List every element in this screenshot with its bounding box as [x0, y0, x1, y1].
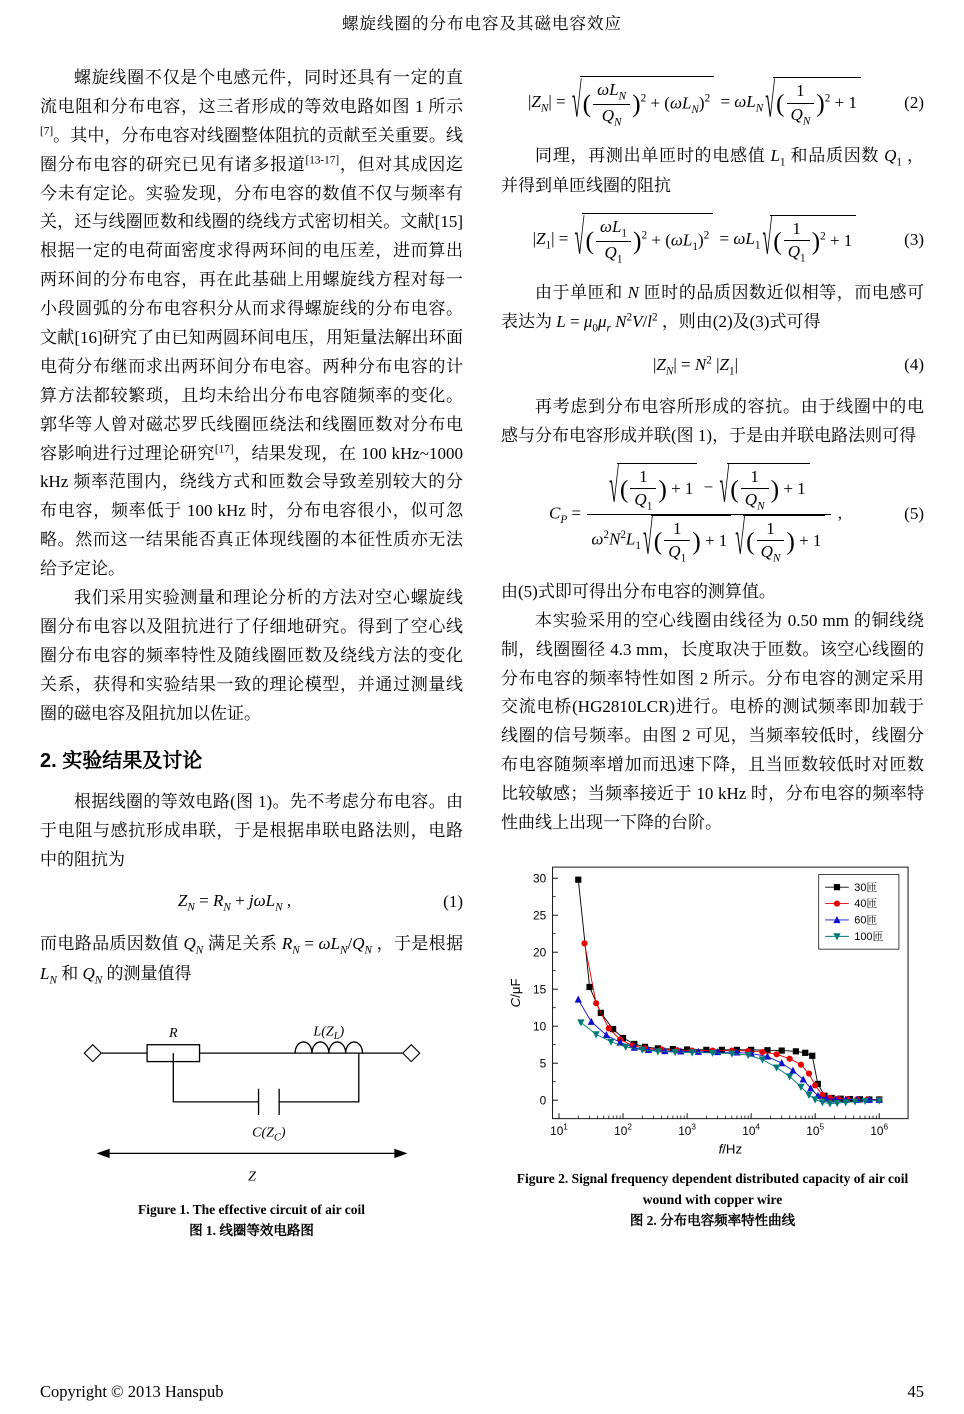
x-tick-label: $10^4$ — [741, 1122, 760, 1139]
equation-3-number: (3) — [904, 229, 924, 249]
figure1-circuit-svg — [74, 1011, 430, 1191]
figure-2-chart — [501, 858, 924, 1159]
arrowhead-left — [96, 1148, 109, 1157]
equation-4-body: $|Z_N| = N^2$ $|Z_1|$ — [653, 353, 738, 377]
equation-3 — [501, 210, 924, 267]
figure-1-caption-en: Figure 1. The effective circuit of air coil — [138, 1202, 365, 1218]
inductor-label: $L(Z_L)$ — [312, 1022, 344, 1042]
terminal-left — [84, 1044, 101, 1061]
legend-label: 100匝 — [853, 930, 883, 943]
y-axis-label: C/μF — [507, 978, 523, 1008]
y-tick-label: 10 — [532, 1019, 546, 1034]
arrowhead-right — [394, 1148, 407, 1157]
y-tick-label: 5 — [539, 1056, 546, 1071]
equation-2-body: $|Z_N|$ = √ ( $\omega L_N$ $Q_N$ )$^2 + (\omega L_N)^2$ = $\omega L_N$ √ ( $\frac{1}{Q_N}$ )$^2$ + 1 — [501, 76, 890, 130]
figure-1-caption-zh: 图 1. 线圈等效电路图 — [189, 1223, 314, 1239]
capacitor-label: $C(Z_C)$ — [251, 1124, 286, 1143]
x-tick-label: $10^2$ — [613, 1122, 632, 1139]
x-tick-label: $10^5$ — [805, 1122, 824, 1139]
equation-5 — [501, 458, 924, 566]
equation-5-body: $C_P$ = √ ( $\frac{1}{Q_1}$ ) + 1 − √ ( $\frac{1}{Q_N}$ ) + 1 $\omega^2N^2L_1$ √ ( $\frac{1}{Q_1}$ ) + 1 √ ( $\frac{1}{Q_N}$ ) + 1 , — [549, 458, 842, 565]
y-tick-label: 25 — [532, 908, 546, 923]
y-tick-label: 30 — [532, 871, 546, 886]
x-tick-label: $10^1$ — [549, 1122, 568, 1139]
paragraph-series-circuit: 根据线圈的等效电路(图 1)。先不考虑分布电容。由于电阻与感抗形成串联，于是根据串联电路法则，电路中的阻抗为 — [40, 792, 463, 870]
left-column — [40, 64, 463, 1242]
chart-series-2 — [574, 995, 882, 1102]
inductor-symbol — [295, 1041, 362, 1052]
equation-2 — [501, 73, 924, 130]
legend-label: 60匝 — [853, 914, 877, 927]
capacitor-branch-right — [279, 1053, 359, 1102]
x-tick-label: $10^6$ — [869, 1122, 888, 1139]
figure-1-caption — [40, 1200, 463, 1242]
footer-page-number: 45 — [907, 1382, 924, 1401]
figure2-chart-svg — [507, 858, 919, 1159]
paragraph-approach: 我们采用实验测量和理论分析的方法对空心螺旋线圈分布电容以及阻抗进行了仔细地研究。得到了空心线圈分布电容的频率特性及随线圈匝数及绕线方法的变化关系，获得和实验结果一致的理论模型，并通过测量线圈的磁电容及阻抗加以佐证。 — [40, 588, 463, 723]
impedance-label: Z — [247, 1168, 256, 1185]
right-column — [501, 64, 924, 1242]
y-tick-label: 0 — [539, 1093, 546, 1108]
terminal-right — [402, 1044, 419, 1061]
equation-1 — [40, 887, 463, 917]
y-tick-label: 20 — [532, 945, 546, 960]
legend-label: 40匝 — [853, 898, 877, 911]
equation-4-number: (4) — [904, 355, 924, 375]
figure-2-caption-en: Figure 2. Signal frequency dependent distributed capacity of air coil wound with copper wire — [516, 1170, 909, 1207]
x-axis-label: f/Hz — [718, 1141, 742, 1157]
figure-1 — [40, 1011, 463, 1243]
chart-series-1 — [581, 940, 882, 1102]
figure-2-caption — [501, 1169, 924, 1232]
equation-1-number: (1) — [443, 891, 463, 911]
paragraph-single-turn: 同理，再测出单匝时的电感值 $L_1$ 和品质因数 $Q_1$ ，并得到单匝线圈的阻抗 — [501, 145, 925, 196]
x-tick-label: $10^3$ — [677, 1122, 696, 1139]
equation-5-number: (5) — [904, 503, 924, 523]
paragraph-intro: 螺旋线圈不仅是个电感元件，同时还具有一定的直流电阻和分布电容，这三者形成的等效电路如图 1 所示[7]。其中，分布电容对线圈整体阻抗的贡献至关重要。线圈分布电容的研究已见有诸多报道[13-17]，但对其成因迄今未有定论。实验发现，分布电容的数值不仅与频率有关，还与线圈匝数和线圈的绕线方式密切相关。文献[15]根据一定的电荷面密度求得两环间的电压差，进而算出两环间的分布电容，再在此基础上用螺旋线方程对每一小段圆弧的分布电容积分从而求得螺旋线的分布电容。文献[16]研究了由已知两圆环间电压，用矩量法解出环面电荷分布继而求出两环间分布电容。两种分布电容的计算方法都较繁琐，且均未给出分布电容随频率的变化。郭华等人曾对磁芯罗氏线圈匝绕法和线圈匝数对分布电容影响进行过理论研究[17]，结果发现，在 100 kHz~1000 kHz 频率范围内，绕线方式和匝数会导致差别较大的分布电容，频率低于 100 kHz 时，分布电容很小，似可忽略。然而这一结果能否真正体现线圈的本征性质亦无法给予定论。 — [40, 68, 464, 579]
figure-2-caption-zh: 图 2. 分布电容频率特性曲线 — [629, 1212, 796, 1228]
paragraph-inductance-relation: 由于单匝和 N 匝时的品质因数近似相等，而电感可表达为 $L = \mu_0\mu_r$ $N^2V/l^2$ ，则由(2)及(3)式可得 — [501, 283, 925, 335]
figure-2 — [501, 858, 924, 1232]
equation-2-number: (2) — [904, 92, 924, 112]
columns — [40, 64, 924, 1242]
paragraph-parallel-circuit: 再考虑到分布电容所形成的容抗。由于线圈中的电感与分布电容形成并联(图 1)，于是由并联电路法则可得 — [501, 397, 924, 445]
resistor-label: R — [168, 1024, 178, 1041]
equation-3-body: $|Z_1|$ = √ ( $\frac{\omega L_1}{Q_1}$ )$^2 + (\omega L_1)^2$ = $\omega L_1$ √ ( $\frac{1}{Q_1}$ )$^2$ + 1 — [501, 213, 890, 267]
paragraph-cp-conclusion: 由(5)式即可得出分布电容的测算值。 — [501, 581, 776, 601]
section-heading: 2. 实验结果及讨论 — [40, 750, 203, 773]
page-title: 螺旋线圈的分布电容及其磁电容效应 — [342, 14, 622, 33]
legend-label: 30匝 — [853, 881, 877, 894]
chart-series-3 — [577, 1019, 883, 1107]
paragraph-experiment: 本实验采用的空心线圈由线径为 0.50 mm 的铜线绕制，线圈圈径 4.3 mm，长度取决于匝数。该空心线圈的分布电容的频率特性如图 2 所示。分布电容的测定采用交流电桥(HG2810LCR)进行。电桥的测试频率即加载于线圈的信号频率。由图 2 可见，当频率较低时，线圈分布电容随频率增加而迅速下降，且当匝数较低时对匝数比较敏感；当频率接近于 10 kHz 时，分布电容的频率特性曲线上出现一下降的台阶。 — [501, 610, 924, 833]
paragraph-quality-factor: 而电路品质因数值 $Q_N$ 满足关系 $R_N = \omega L_N/Q_N$ ，于是根据 $L_N$ 和 $Q_N$ 的测量值得 — [40, 933, 464, 987]
y-tick-label: 15 — [532, 982, 546, 997]
footer — [40, 1382, 924, 1402]
equation-4 — [501, 351, 924, 381]
footer-copyright: Copyright © 2013 Hanspub — [40, 1382, 224, 1401]
equation-1-body: $Z_N = R_N + j\omega L_N$ , — [177, 891, 292, 914]
